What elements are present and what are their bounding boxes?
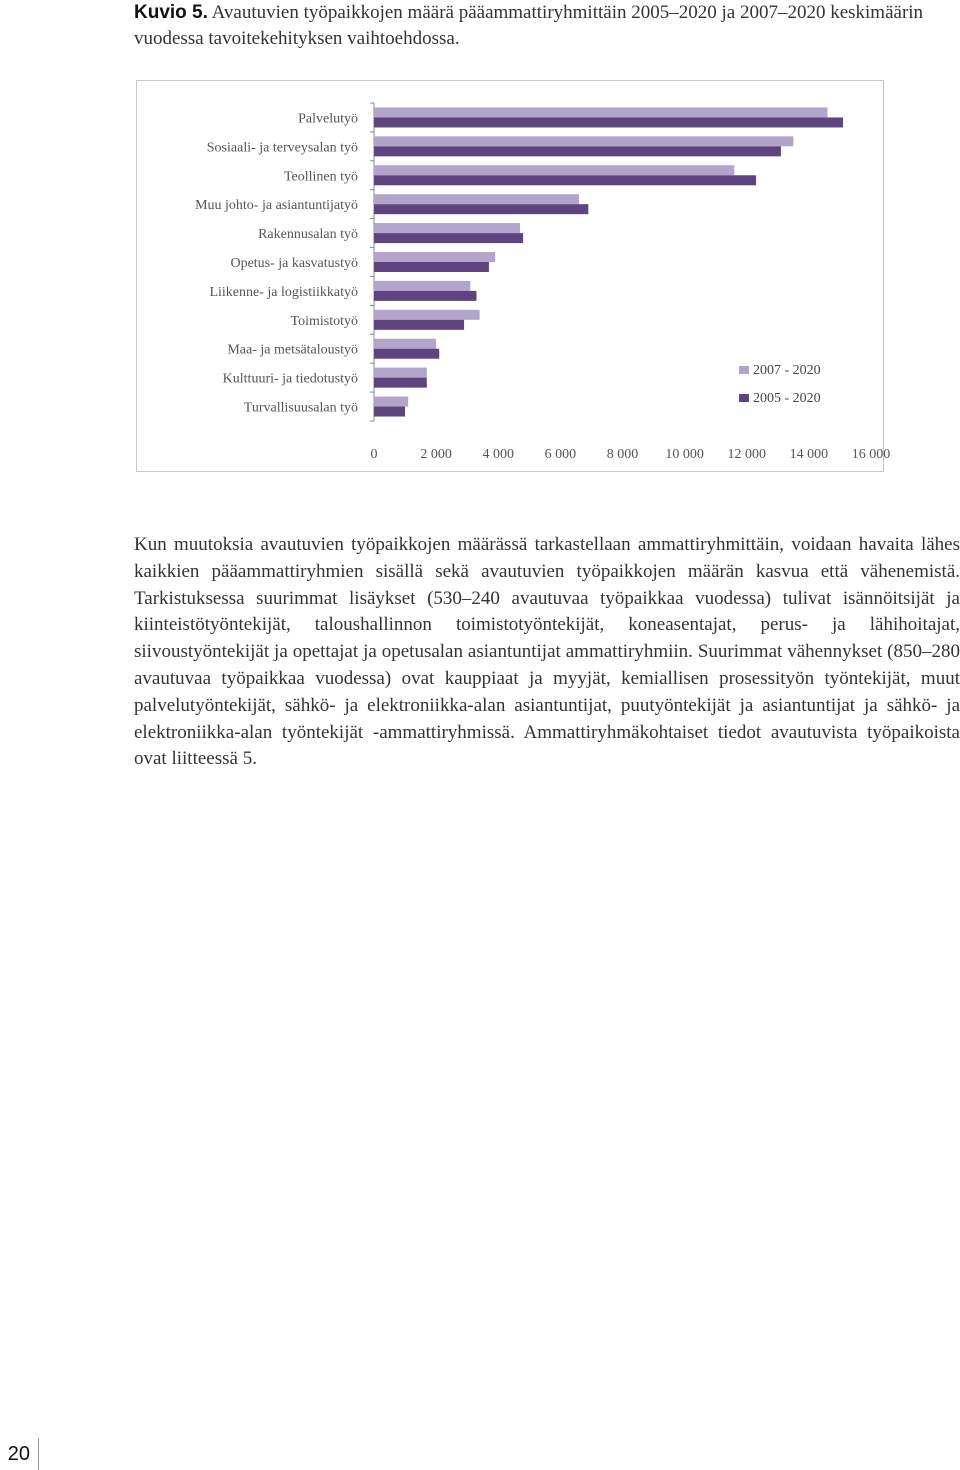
bar-series-2007-2020: [374, 165, 734, 175]
x-tick-label: 16 000: [851, 447, 891, 462]
body-text: [134, 532, 960, 773]
bar-series-2005-2020: [374, 233, 523, 243]
category-label: Muu johto- ja asiantuntijatyö: [195, 198, 358, 214]
legend-label: 2007 - 2020: [753, 363, 821, 378]
bar-series-2005-2020: [374, 117, 843, 127]
x-tick-label: 0: [370, 447, 378, 462]
category-label: Toimistotyö: [290, 313, 358, 329]
bar-series-2005-2020: [374, 262, 489, 272]
body-paragraph: Kun muutoksia avautuvien työpaikkojen määrässä tarkastellaan ammattiryhmittäin, voidaan havaita lähes kaikkien pääammattiryhmien sisällä sekä avautuvien työpaikkojen määrän kasvua että vähenemistä. Tarkistuksessa suurimmat lisäykset (530–240 avautuvaa työpaikkaa vuodessa) tulivat isännöitsijät ja kiinteistötyöntekijät, taloushallinnon toimistotyöntekijät, koneasentajat, perus- ja lähihoitajat, siivoustyöntekijät ja opettajat ja opetusalan asiantuntijat ammattiryhmiin. Suurimmat vähennykset (850–280 avautuvaa työpaikkaa vuodessa) ovat kauppiaat ja myyjät, kemiallisen prosessityön työntekijät, muut palvelutyöntekijät, sähkö- ja elektroniikka-alan asiantuntijat, puutyöntekijät ja asiantuntijat ja sähkö- ja elektroniikka-alan työntekijät -ammattiryhmissä. Ammattiryhmäkohtaiset tiedot avautuvista työpaikoista ovat liitteessä 5.: [134, 534, 960, 770]
category-label: Kulttuuri- ja tiedotustyö: [222, 371, 358, 387]
category-label: Liikenne- ja logistiikkatyö: [209, 284, 358, 300]
category-label: Teollinen työ: [283, 169, 358, 185]
bar-series-2007-2020: [374, 368, 427, 378]
x-tick-label: 6 000: [544, 447, 577, 462]
x-tick-label: 12 000: [727, 447, 766, 462]
bar-series-2005-2020: [374, 146, 781, 156]
bar-series-2007-2020: [374, 223, 520, 233]
bar-series-2005-2020: [374, 407, 405, 417]
figure-label: Kuvio 5.: [134, 2, 208, 23]
x-tick-label: 10 000: [665, 447, 704, 462]
category-label: Rakennusalan työ: [258, 227, 358, 243]
chart-frame: [136, 80, 891, 472]
legend-label: 2005 - 2020: [753, 391, 821, 406]
figure-caption: [134, 0, 934, 52]
bar-chart: [137, 81, 891, 473]
x-tick-label: 8 000: [606, 447, 639, 462]
category-label: Palvelutyö: [298, 111, 358, 127]
figure-title: Avautuvien työpaikkojen määrä pääammattiryhmittäin 2005–2020 ja 2007–2020 keskimäärin vuodessa tavoitekehityksen vaihtoehdossa.: [134, 2, 924, 49]
bar-series-2005-2020: [374, 175, 756, 185]
bar-series-2005-2020: [374, 291, 477, 301]
category-label: Sosiaali- ja terveysalan työ: [206, 140, 358, 156]
bar-series-2007-2020: [374, 252, 495, 262]
bar-series-2005-2020: [374, 320, 464, 330]
bar-series-2007-2020: [374, 107, 828, 117]
page-number: 20: [7, 1443, 30, 1465]
category-label: Maa- ja metsätaloustyö: [227, 342, 358, 358]
x-tick-label: 14 000: [789, 447, 829, 462]
legend-swatch: [739, 366, 749, 374]
bar-series-2007-2020: [374, 281, 470, 291]
bar-series-2005-2020: [374, 378, 427, 388]
bar-series-2007-2020: [374, 397, 408, 407]
x-tick-label: 4 000: [482, 447, 514, 462]
bar-series-2005-2020: [374, 349, 439, 359]
bar-series-2007-2020: [374, 339, 436, 349]
x-tick-label: 2 000: [420, 447, 452, 462]
category-label: Opetus- ja kasvatustyö: [230, 256, 358, 271]
bar-series-2007-2020: [374, 136, 793, 146]
bar-series-2005-2020: [374, 204, 588, 214]
category-label: Turvallisuusalan työ: [243, 400, 358, 416]
bar-series-2007-2020: [374, 194, 579, 204]
page-number-divider: [38, 1438, 39, 1470]
legend-swatch: [739, 394, 749, 402]
bar-series-2007-2020: [374, 310, 480, 320]
